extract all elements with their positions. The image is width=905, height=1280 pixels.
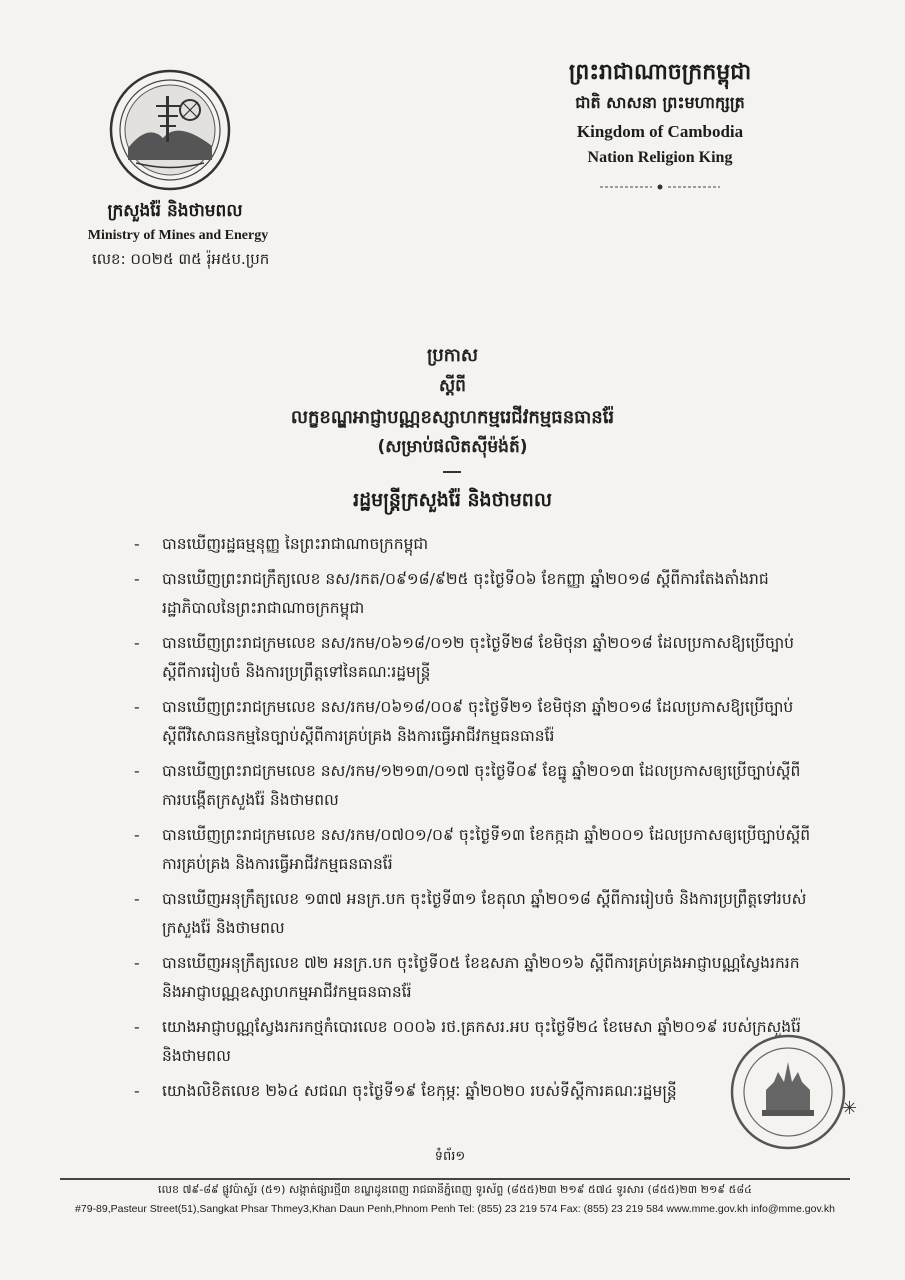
list-item: - បានឃើញអនុក្រឹត្យលេខ ១៣៧ អនក្រ.បក ចុះថ្ងៃទី៣១ ខែតុលា ឆ្នាំ២០១៨ ស្តីពីការរៀបចំ និងការប្រព្រឹត្តទៅរបស់ក្រសួងរ៉ែ និងថាមពល [134, 890, 807, 937]
list-item: - បានឃើញព្រះរាជក្រមលេខ នស/រកម/០៦១៨/០០៩ ចុះថ្ងៃទី២១ ខែមិថុនា ឆ្នាំ២០១៨ ដែលប្រកាសឱ្យប្រើច្បាប់ស្តីពីវិសោធនកម្មនៃច្បាប់ស្តីពីការគ្រប់គ្រង និងការធ្វើអាជីវកម្មធនធានរ៉ែ [134, 698, 794, 745]
ministry-name-en: Ministry of Mines and Energy [87, 228, 269, 243]
legal-references-list [128, 530, 818, 1112]
ministry-logo [108, 68, 232, 192]
list-item: - បានឃើញព្រះរាជក្រមលេខ នស/រកម/០៦១៨/០១២ ចុះថ្ងៃទី២៨ ខែមិថុនា ឆ្នាំ២០១៨ ដែលប្រកាសឱ្យប្រើច្បាប់ស្តីពីការរៀបចំ និងការប្រព្រឹត្តទៅនៃគណៈរដ្ឋមន្ត្រី [134, 634, 794, 681]
footer-divider [60, 1178, 850, 1180]
subject-label: ស្តីពី [439, 376, 466, 396]
title-divider [443, 471, 461, 473]
national-motto-en: Nation Religion King [587, 149, 733, 166]
ministry-name-kh: ក្រសួងរ៉ែ និងថាមពល [107, 201, 243, 221]
document-subject: លក្ខខណ្ឌអាជ្ញាបណ្ណខស្សាហកម្មរេជីវកម្មធនធានរ៉ែ [290, 407, 615, 428]
list-item: - បានឃើញព្រះរាជក្រមលេខ នស/រកម/០៧០១/០៩ ចុះថ្ងៃទី១៣ ខែកក្កដា ឆ្នាំ២០០១ ដែលប្រកាសឲ្យប្រើច្បាប់ស្តីពីការគ្រប់គ្រង និងការធ្វើអាជីវកម្មធនធានរ៉ែ [134, 826, 811, 873]
asterisk-mark: ✳ [842, 1098, 858, 1119]
ornament-divider [600, 183, 720, 191]
list-item: - បានឃើញរដ្ឋធម្មនុញ្ញ នៃព្រះរាជាណាចក្រកម្ពុជា [134, 535, 429, 553]
list-item: - បានឃើញព្រះរាជក្រឹត្យលេខ នស/រកត/០៩១៨/៩២៥ ចុះថ្ងៃទី០៦ ខែកញ្ញា ឆ្នាំ២០១៨ ស្តីពីការតែងតាំងរាជរដ្ឋាភិបាលនៃព្រះរាជាណាចក្រកម្ពុជា [134, 570, 769, 617]
footer-address-kh: លេខ ៧៩-៨៩ ផ្លូវប៉ាស្ទ័រ (៥១) សង្កាត់ផ្សារថ្មី៣ ខណ្ឌដូនពេញ រាជធានីភ្នំពេញ ទូរស័ព្ទ (៨៥៥)២៣ ២១៩ ៥៧៤ ទូរសារ (៨៥៥)២៣ ២១៩ ៥៨៤ [158, 1183, 752, 1196]
page-number: ទំព័រ១ [434, 1149, 466, 1164]
list-item: - យោងអាជ្ញាបណ្ណស្វែងរករកថ្មកំបោរលេខ ០០០៦ រថ.គ្រកសរ.អប ចុះថ្ងៃទី២៤ ខែមេសា ឆ្នាំ២០១៩ របស់ក្រសួងរ៉ែ និងថាមពល [134, 1018, 801, 1065]
list-item: - យោងលិខិតលេខ ២៦៤ សជណ ចុះថ្ងៃទី១៩ ខែកុម្ភៈ ឆ្នាំ២០២០ របស់ទីស្តីការគណៈរដ្ឋមន្ត្រី [134, 1082, 677, 1100]
kingdom-name-en: Kingdom of Cambodia [576, 122, 744, 141]
national-motto-kh: ជាតិ សាសនា ព្រះមហាក្សត្រ [575, 93, 745, 112]
kingdom-name-kh: ព្រះរាជាណាចក្រកម្ពុជា [568, 60, 752, 85]
document-subject-note: (សម្រាប់ផលិតស៊ីម៉ង់ត៍) [377, 437, 528, 457]
list-item: - បានឃើញព្រះរាជក្រមលេខ នស/រកម/១២១៣/០១៧ ចុះថ្ងៃទី០៩ ខែធ្នូ ឆ្នាំ២០១៣ ដែលប្រកាសឲ្យប្រើច្បាប់ស្តីពីការបង្កើតក្រសួងរ៉ែ និងថាមពល [134, 762, 801, 809]
list-item: - បានឃើញអនុក្រឹត្យលេខ ៧២ អនក្រ.បក ចុះថ្ងៃទី០៥ ខែឧសភា ឆ្នាំ២០១៦ ស្តីពីការគ្រប់គ្រងអាជ្ញាបណ្ណស្វែងរករក និងអាជ្ញាបណ្ណឧស្សាហកម្មអាជីវកម្មធនធានរ៉ែ [134, 954, 800, 1001]
document-type: ប្រកាស [426, 345, 479, 366]
reference-number: លេខ: ០០២៥ ៣៥ រ៉ុអ៥ប.ប្រក [92, 250, 270, 268]
footer-address-en: #79-89,Pasteur Street(51),Sangkat Phsar Thmey3,Khan Daun Penh,Phnom Penh Tel: (855) 23 219 574 Fax: (855) 23 219 584 www.mme.gov.kh info@mme.gov.kh [75, 1203, 835, 1215]
official-seal [728, 1032, 848, 1152]
issuing-minister: រដ្ឋមន្ត្រីក្រសួងរ៉ែ និងថាមពល [353, 489, 552, 511]
